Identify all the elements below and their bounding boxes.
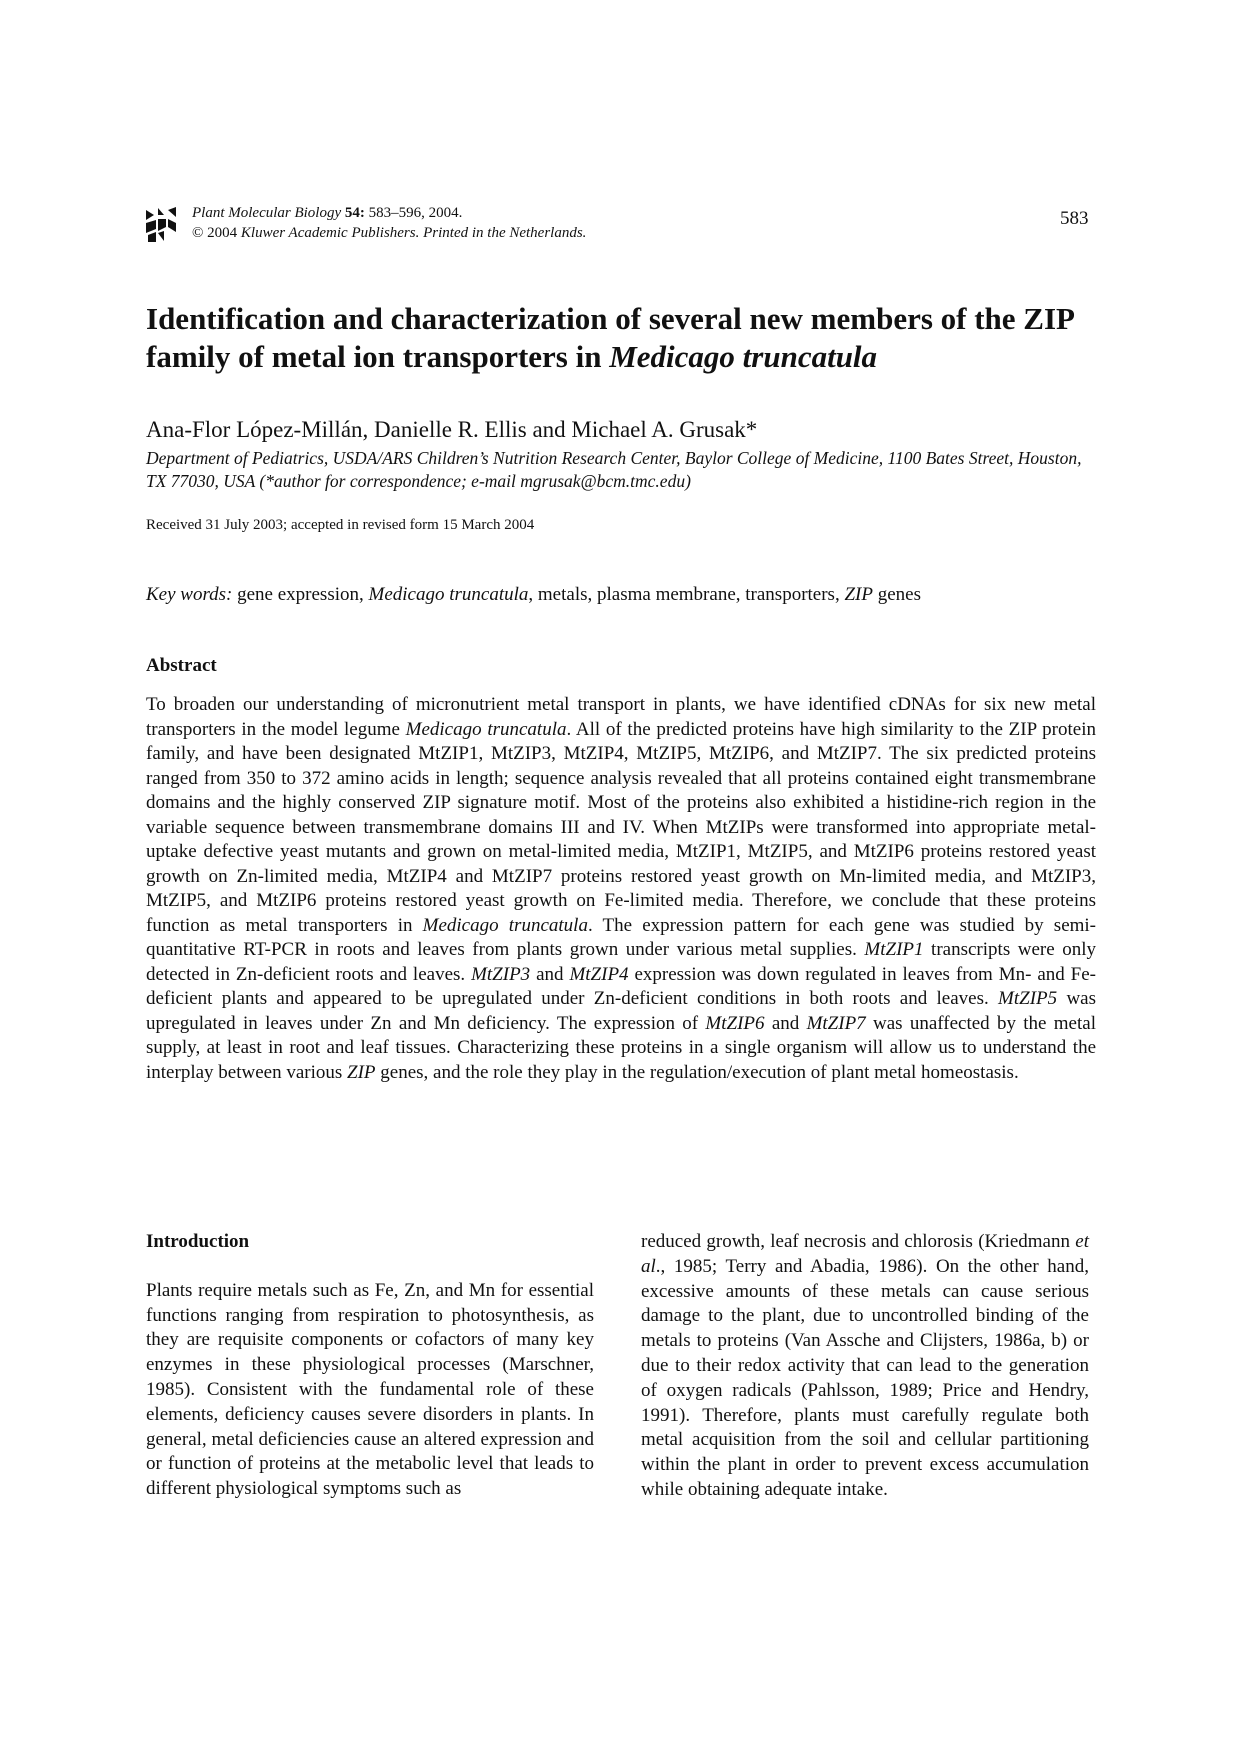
affiliation: Department of Pediatrics, USDA/ARS Children’s Nutrition Research Center, Baylor College of Medicine, 1100 Bates Street, Houston, TX 77030, USA (*author for correspondence; e-mail mgrusak@bcm.tmc.edu)	[146, 448, 1082, 491]
title-species: Medicago truncatula	[609, 339, 878, 374]
abstract-text	[146, 693, 1096, 1085]
journal-pages: 583–596, 2004.	[368, 205, 463, 221]
abstract-seg: was upregulated in leaves under Zn and Mn deficiency. The expression of	[146, 988, 1096, 1034]
copyright-year: © 2004	[192, 225, 238, 241]
abstract-seg: expression was down regulated in leaves from Mn- and Fe-deficient plants and appeared to be upregulated under Zn-deficient conditions in both roots and leaves.	[146, 963, 1096, 1009]
abstract-gene: MtZIP4	[569, 963, 629, 985]
journal-volume: 54:	[344, 205, 365, 221]
keywords	[146, 584, 921, 606]
title-main: Identification and characterization of several new members of the ZIP family of metal ion transporters in	[146, 301, 1074, 374]
abstract-seg: To broaden our understanding of micronutrient metal transport in plants, we have identified cDNAs for six new metal transporters in the model legume	[146, 694, 1096, 740]
abstract-gene: MtZIP5	[998, 988, 1058, 1009]
abstract-seg: and	[764, 1012, 807, 1034]
paper-title	[146, 300, 1096, 376]
intro-paragraph-left: Plants require metals such as Fe, Zn, and Mn for essential functions ranging from respiration to photosynthesis, as they are requisite components or cofactors of many key enzymes in these physiological processes (Marschner, 1985). Consistent with the fundamental role of these elements, deficiency causes severe disorders in plants. In general, metal deficiencies cause an altered expression and or function of proteins at the metabolic level that leads to different physiological symptoms such as	[146, 1279, 594, 1500]
abstract-gene: MtZIP1	[864, 939, 924, 960]
received-dates: Received 31 July 2003; accepted in revised form 15 March 2004	[146, 517, 535, 533]
intro-left-column	[146, 1230, 594, 1502]
intro-right-column	[641, 1230, 1089, 1503]
journal-citation	[192, 203, 586, 243]
intro-seg: reduced growth, leaf necrosis and chlorosis (Kriedmann	[641, 1231, 1076, 1252]
abstract-seg: transcripts were only detected in Zn-deficient roots and leaves.	[146, 939, 1096, 985]
page-number: 583	[1060, 208, 1089, 229]
introduction-heading: Introduction	[146, 1231, 250, 1252]
abstract-seg: and	[530, 963, 570, 985]
abstract-species: Medicago truncatula	[405, 718, 567, 740]
intro-etal: et al	[641, 1231, 1089, 1277]
publisher-line: Kluwer Academic Publishers. Printed in the Netherlands.	[240, 225, 587, 241]
keyword-1: gene expression,	[237, 584, 364, 605]
abstract-gene: MtZIP6	[705, 1012, 765, 1034]
keyword-3: , metals, plasma membrane, transporters,	[528, 584, 840, 605]
abstract-seg: genes, and the role they play in the regulation/execution of plant metal homeostasis.	[375, 1061, 1019, 1083]
intro-paragraph-right	[641, 1230, 1089, 1503]
keyword-4: ZIP	[844, 584, 873, 605]
abstract-heading: Abstract	[146, 655, 217, 676]
intro-seg: ., 1985; Terry and Abadia, 1986). On the other hand, excessive amounts of these metals can cause serious damage to the plant, due to uncontrolled binding of the metals to proteins (Van Assche and Clijsters, 1986a, b) or due to their redox activity that can lead to the generation of oxygen radicals (Pahlsson, 1989; Price and Hendry, 1991). Therefore, plants must carefully regulate both metal acquisition from the soil and cellular partitioning within the plant in order to prevent excess accumulation while obtaining adequate intake.	[641, 1255, 1089, 1500]
keyword-5: genes	[877, 584, 921, 605]
abstract-gene: MtZIP7	[806, 1012, 866, 1034]
journal-name: Plant Molecular Biology	[192, 205, 342, 221]
abstract-seg: was unaffected by the metal supply, at least in root and leaf tissues. Characterizing these proteins in a single organism will allow us to understand the interplay between various	[146, 1012, 1096, 1083]
author-list: Ana-Flor López-Millán, Danielle R. Ellis and Michael A. Grusak*	[146, 417, 758, 442]
abstract-gene: ZIP	[347, 1061, 376, 1083]
keywords-label: Key words:	[146, 584, 233, 605]
abstract-seg: . All of the predicted proteins have high similarity to the ZIP protein family, and have been designated MtZIP1, MtZIP3, MtZIP4, MtZIP5, MtZIP6, and MtZIP7. The six predicted proteins ranged from 350 to 372 amino acids in length; sequence analysis revealed that all proteins contained eight transmembrane domains and the highly conserved ZIP signature motif. Most of the proteins also exhibited a histidine-rich region in the variable sequence between transmembrane domains III and IV. When MtZIPs were transformed into appropriate metal-uptake defective yeast mutants and grown on metal-limited media, MtZIP1, MtZIP5, and MtZIP6 proteins restored yeast growth on Zn-limited media, MtZIP4 and MtZIP7 proteins restored yeast growth on Mn-limited media, and MtZIP3, MtZIP5, and MtZIP6 proteins restored yeast growth on Fe-limited media. Therefore, we conclude that these proteins function as metal transporters in	[146, 718, 1096, 936]
abstract-species: Medicago truncatula	[422, 914, 588, 936]
publisher-logo-icon	[144, 207, 178, 243]
abstract-gene: MtZIP3	[471, 963, 531, 985]
keyword-2: Medicago truncatula	[368, 584, 529, 605]
abstract-seg: . The expression pattern for each gene was studied by semi-quantitative RT-PCR in roots and leaves from plants grown under various metal supplies.	[146, 914, 1097, 960]
